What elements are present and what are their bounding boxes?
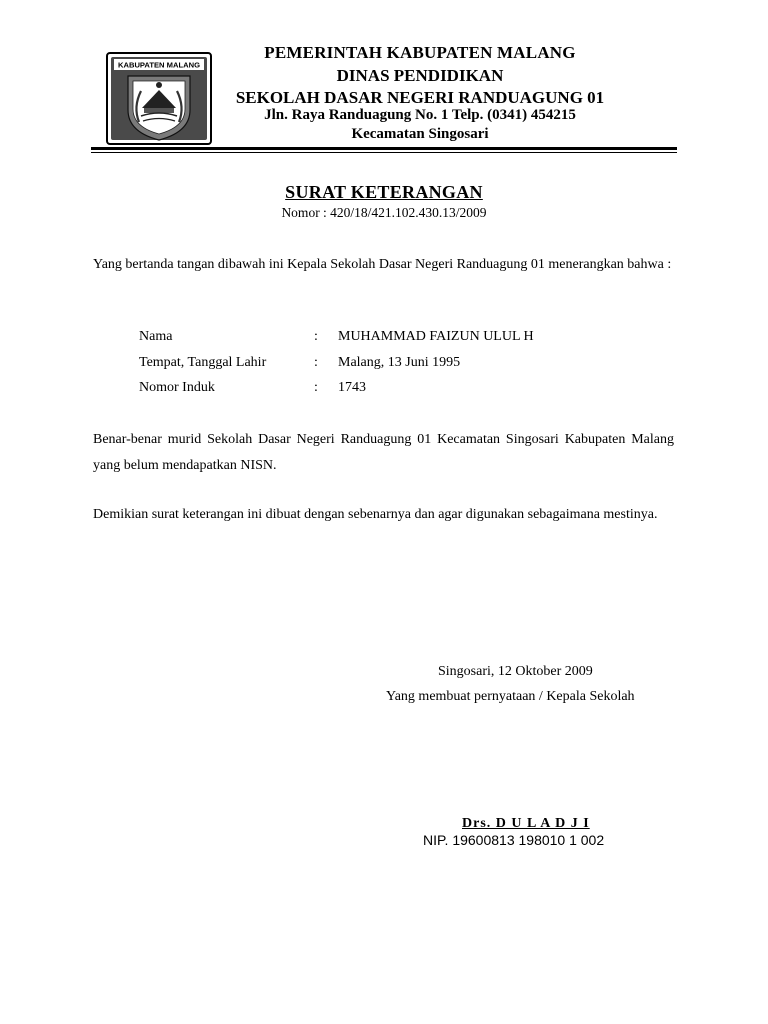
signature-place-date: Singosari, 12 Oktober 2009	[438, 664, 593, 679]
field-row-student-number	[139, 380, 599, 400]
letterhead-address: Jln. Raya Randuagung No. 1 Telp. (0341) 454215	[264, 107, 576, 123]
field-row-birth	[139, 355, 599, 375]
field-row-name	[139, 329, 599, 349]
svg-text:KABUPATEN MALANG: KABUPATEN MALANG	[118, 60, 200, 70]
letterhead-district: Kecamatan Singosari	[351, 126, 489, 142]
field-colon: :	[314, 380, 318, 395]
signatory-name: Drs. D U L A D J I	[462, 816, 590, 831]
field-label: Tempat, Tanggal Lahir	[139, 355, 267, 370]
field-value: MUHAMMAD FAIZUN ULUL H	[338, 329, 534, 344]
field-colon: :	[314, 355, 318, 370]
letterhead-divider-thin	[91, 152, 677, 153]
letterhead-school: SEKOLAH DASAR NEGERI RANDUAGUNG 01	[235, 88, 605, 107]
signature-role: Yang membuat pernyataan / Kepala Sekolah	[386, 689, 635, 704]
field-label: Nomor Induk	[139, 380, 215, 395]
intro-paragraph: Yang bertanda tangan dibawah ini Kepala Sekolah Dasar Negeri Randuagung 01 menerangkan bahwa :	[93, 257, 672, 272]
field-value: Malang, 13 Juni 1995	[338, 355, 461, 370]
field-value: 1743	[338, 380, 366, 395]
letterhead-department: DINAS PENDIDIKAN	[336, 66, 504, 85]
letterhead-divider-thick	[91, 147, 677, 150]
closing-paragraph: Demikian surat keterangan ini dibuat dengan sebenarnya dan agar digunakan sebagaimana mestinya.	[93, 507, 658, 522]
letterhead-government: PEMERINTAH KABUPATEN MALANG	[264, 43, 576, 62]
signatory-nip: NIP. 19600813 198010 1 002	[423, 832, 605, 848]
statement-paragraph: Benar-benar murid Sekolah Dasar Negeri Randuagung 01 Kecamatan Singosari Kabupaten Malang yang belum mendapatkan NISN.	[93, 432, 674, 473]
field-label: Nama	[139, 329, 173, 344]
document-number: Nomor : 420/18/421.102.430.13/2009	[281, 205, 487, 220]
document-title: SURAT KETERANGAN	[285, 182, 483, 202]
field-colon: :	[314, 329, 318, 344]
